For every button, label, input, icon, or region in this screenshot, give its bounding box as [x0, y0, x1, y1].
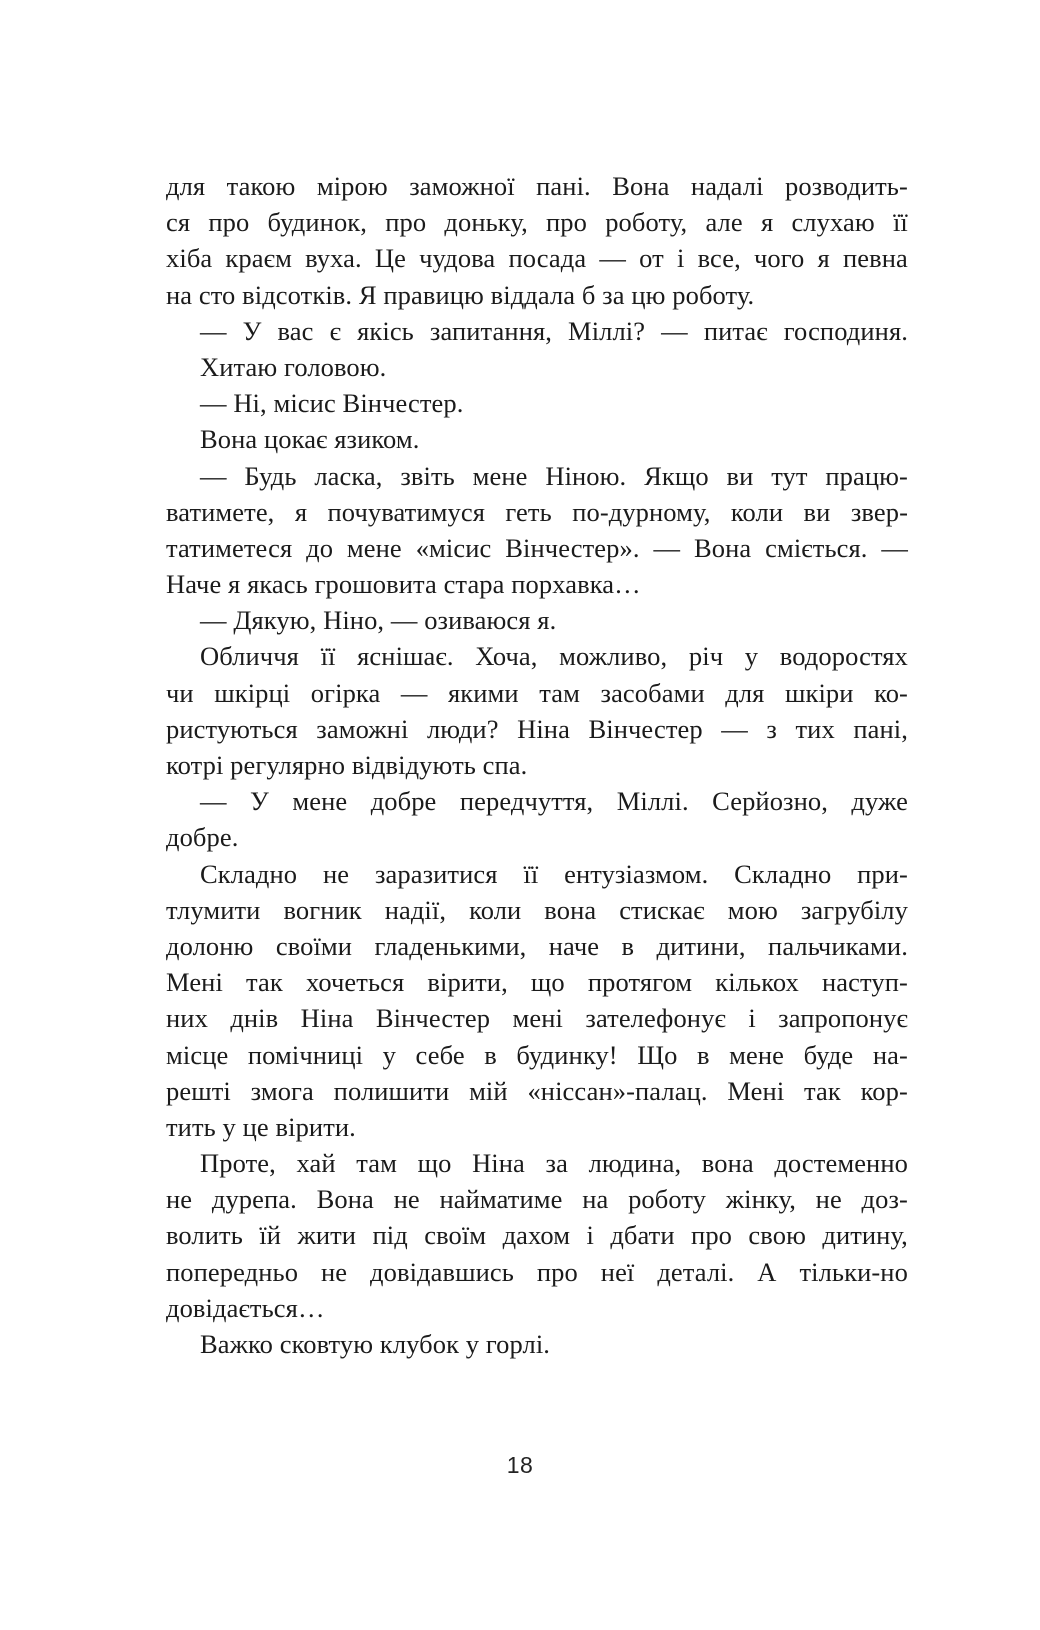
text-word: передчуття, [459, 786, 594, 817]
text-word: свою [748, 1220, 806, 1251]
text-line [166, 711, 908, 747]
text-word: чого [753, 243, 805, 274]
text-word: Серйозно, [712, 786, 828, 817]
text-word: дуже [851, 786, 908, 817]
text-word: мене [729, 1039, 785, 1070]
text-word: Мені [727, 1075, 785, 1106]
text-line [166, 1073, 908, 1109]
text-line [166, 1326, 908, 1362]
text-word: що [417, 1148, 452, 1179]
text-word: — Ні, місис Вінчестер. [200, 388, 464, 419]
text-word: ви [726, 460, 754, 491]
text-word: днів [230, 1003, 279, 1034]
text-line [166, 1109, 908, 1145]
text-word: зателефонує [585, 1003, 726, 1034]
text-word: них [166, 1003, 208, 1034]
text-word: по-дурному, [572, 496, 711, 527]
text-word: місце [166, 1039, 229, 1070]
text-word: про [208, 207, 250, 238]
text-word: Ніна [300, 1003, 354, 1034]
text-word: посада [508, 243, 587, 274]
text-word: У [242, 315, 262, 346]
text-line [166, 313, 908, 349]
text-word: так [804, 1075, 841, 1106]
text-word: Вінчестер [588, 713, 703, 744]
text-word: загрубілу [800, 894, 908, 925]
text-word: там [356, 1148, 397, 1179]
text-line [166, 421, 908, 457]
text-word: пані. [536, 171, 591, 201]
text-word: на сто відсотків. Я правицю віддала б за цю роботу. [166, 279, 755, 310]
text-line [166, 747, 908, 783]
text-word: ватимете, [166, 496, 275, 527]
text-word: заможні [316, 713, 409, 744]
text-word: я [760, 207, 774, 238]
text-word: і [586, 1220, 594, 1251]
text-word: тлумити [166, 894, 261, 925]
text-word: змога [250, 1075, 314, 1106]
text-word: У [250, 786, 269, 817]
text-line [166, 602, 908, 638]
text-word: чудова [419, 243, 496, 274]
text-word: довідається… [166, 1292, 325, 1323]
text-line [166, 458, 908, 494]
text-word: заможної [409, 171, 515, 201]
text-word: при- [857, 858, 908, 889]
text-word: Міллі. [616, 786, 689, 817]
text-word: деталі. [657, 1256, 735, 1287]
text-word: коли [469, 894, 522, 925]
text-word: своїми [275, 930, 353, 961]
text-word: Складно [200, 858, 298, 889]
text-word: — [200, 315, 227, 346]
text-word: у [744, 641, 759, 672]
text-word: її [523, 858, 539, 889]
text-word: А [757, 1256, 777, 1287]
text-word: я [294, 496, 308, 527]
text-line [166, 1037, 908, 1073]
text-word: певна [842, 243, 908, 274]
text-word: от [639, 243, 664, 274]
text-word: шкіри [784, 677, 854, 708]
text-word: Це [374, 243, 406, 274]
text-word: Вона [693, 532, 752, 563]
text-word: кількох [715, 967, 799, 998]
text-word: в [696, 1039, 710, 1070]
text-word: жити [297, 1220, 357, 1251]
text-word: ласка, [314, 460, 383, 491]
text-word: їй [259, 1220, 282, 1251]
text-word: роботу [628, 1184, 707, 1215]
text-word: є [329, 315, 342, 346]
text-word: Будь [244, 460, 297, 491]
text-word: Вона [316, 1184, 374, 1215]
text-word: хіба [166, 243, 213, 274]
text-word: добре [370, 786, 437, 817]
text-word: питає [703, 315, 768, 346]
text-word: Мені [166, 967, 223, 998]
text-word: в [484, 1039, 497, 1070]
text-word: під [372, 1220, 408, 1251]
text-line [166, 494, 908, 530]
text-word: почуватимуся [327, 496, 486, 527]
text-line [166, 856, 908, 892]
text-word: найматиме [439, 1184, 563, 1215]
text-word: запитання, [429, 315, 552, 346]
text-word: її [320, 641, 336, 672]
text-word: мій [469, 1075, 508, 1106]
text-word: неї [600, 1256, 635, 1287]
text-word: дурепа. [211, 1184, 297, 1215]
text-word: засобами [600, 677, 705, 708]
text-line [166, 168, 908, 204]
text-word: не [322, 858, 350, 889]
text-word: — [661, 315, 688, 346]
text-word: але [705, 207, 743, 238]
text-word: слухаю [791, 207, 875, 238]
text-word: ви [803, 496, 831, 527]
text-word: Що [637, 1039, 678, 1070]
text-line [166, 675, 908, 711]
text-word: чи [166, 677, 194, 708]
text-word: в [621, 930, 635, 961]
page-body-text [166, 168, 908, 1362]
text-word: Наче я якась грошовита стара порхавка… [166, 569, 641, 600]
text-line [166, 277, 908, 313]
text-word: вона [701, 1148, 754, 1179]
text-word: заразитися [374, 858, 498, 889]
text-word: хай [296, 1148, 336, 1179]
text-word: полишити [333, 1075, 450, 1106]
text-word: решті [166, 1075, 231, 1106]
text-line [166, 1000, 908, 1036]
text-word: для [166, 171, 206, 201]
text-word: на [582, 1184, 609, 1215]
text-word: Вінчестер [375, 1003, 491, 1034]
text-word: тільки-но [799, 1256, 908, 1287]
text-word: такою [226, 171, 296, 201]
text-word: її [892, 207, 908, 238]
text-word: краєм [225, 243, 292, 274]
text-word: долоню [166, 930, 254, 961]
text-word: працю- [825, 460, 908, 491]
text-word: — [400, 677, 428, 708]
text-word: Вінчестер». [505, 532, 640, 563]
text-line [166, 783, 908, 819]
text-line [166, 566, 908, 602]
page-number: 18 [506, 1452, 534, 1478]
text-line [166, 1217, 908, 1253]
text-word: не [815, 1184, 842, 1215]
text-word: помічниці [247, 1039, 364, 1070]
text-word: вірити, [427, 967, 508, 998]
text-word: огірка [310, 677, 381, 708]
text-word: яснішає. [357, 641, 454, 672]
text-word: на- [872, 1039, 908, 1070]
text-word: пані, [853, 713, 908, 744]
text-word: так [246, 967, 283, 998]
text-word: не [320, 1256, 348, 1287]
text-word: мою [727, 894, 778, 925]
text-word: ко- [874, 677, 908, 708]
text-word: господиня. [783, 315, 908, 346]
text-word: і [748, 1003, 756, 1034]
text-line [166, 385, 908, 421]
text-word: — Дякую, Ніно, — озиваюся я. [200, 605, 557, 636]
text-word: дбати [610, 1220, 675, 1251]
text-word: Обличчя [200, 641, 299, 672]
text-word: Складно [734, 858, 832, 889]
text-word: коли [730, 496, 784, 527]
text-word: шкірці [214, 677, 291, 708]
text-word: тить у це вірити. [166, 1111, 356, 1142]
text-word: волить [166, 1220, 243, 1251]
text-word: жінку, [725, 1184, 796, 1215]
text-word: Хитаю головою. [200, 351, 387, 382]
text-word: ристуються [166, 713, 298, 744]
text-word: стискає [619, 894, 705, 925]
text-word: татиметеся [166, 532, 293, 563]
text-word: надії, [384, 894, 447, 925]
text-word: Ніна [517, 713, 570, 744]
text-word: за [545, 1148, 568, 1179]
text-word: добре. [166, 822, 239, 853]
text-word: — [200, 460, 227, 491]
text-word: вогник [283, 894, 362, 925]
text-word: можливо, [559, 641, 668, 672]
text-word: Ніна [472, 1148, 525, 1179]
text-word: мені [512, 1003, 563, 1034]
text-word: якісь [357, 315, 414, 346]
text-word: що [530, 967, 565, 998]
text-word: запропонує [778, 1003, 908, 1034]
text-line [166, 928, 908, 964]
text-word: наче [548, 930, 600, 961]
text-word: ентузіазмом. [564, 858, 709, 889]
text-word: дитину, [822, 1220, 908, 1251]
text-word: дахом [502, 1220, 571, 1251]
text-word: якими [448, 677, 519, 708]
text-word: розводить- [784, 171, 908, 201]
text-word: сміється. [765, 532, 868, 563]
text-word: вуха. [305, 243, 362, 274]
text-word: себе [415, 1039, 465, 1070]
text-word: я [817, 243, 830, 274]
text-word: Вона цокає язиком. [200, 424, 420, 455]
text-word: і [676, 243, 685, 274]
text-word: «місис [415, 532, 492, 563]
text-word: для [725, 677, 765, 708]
text-word: ся [166, 207, 191, 238]
text-line [166, 530, 908, 566]
text-line [166, 240, 908, 276]
text-word: надалі [690, 171, 764, 201]
text-word: про [546, 207, 587, 238]
text-word: своїм [424, 1220, 487, 1251]
text-word: буде [803, 1039, 854, 1070]
text-word: з [766, 713, 777, 744]
text-line [166, 1145, 908, 1181]
text-word: все, [697, 243, 741, 274]
text-word: геть [505, 496, 552, 527]
text-word: доз- [861, 1184, 908, 1215]
text-word: Хоча, [475, 641, 538, 672]
text-word: річ [688, 641, 724, 672]
text-line [166, 819, 908, 855]
text-word: хочеться [305, 967, 405, 998]
text-word: протягом [587, 967, 693, 998]
text-word: про [385, 207, 427, 238]
text-word: наступ- [822, 967, 908, 998]
text-word: до [306, 532, 334, 563]
text-word: мене [292, 786, 348, 817]
text-line [166, 1290, 908, 1326]
text-word: вона [544, 894, 597, 925]
text-word: достеменно [774, 1148, 908, 1179]
text-word: — [200, 786, 227, 817]
text-line [166, 964, 908, 1000]
text-word: дитини, [656, 930, 746, 961]
text-word: Важко сковтую клубок у горлі. [200, 1329, 551, 1359]
text-word: будинку! [516, 1039, 618, 1070]
text-word: Вона [612, 171, 670, 201]
text-word: — [599, 243, 626, 274]
text-word: звер- [850, 496, 908, 527]
text-word: люди? [426, 713, 499, 744]
text-word: людина, [588, 1148, 682, 1179]
text-word: там [539, 677, 580, 708]
text-word: попередньо [166, 1256, 299, 1287]
text-word: мірою [316, 171, 388, 201]
text-word: вас [277, 315, 314, 346]
text-word: звіть [400, 460, 455, 491]
text-word: про [691, 1220, 733, 1251]
text-word: — [653, 532, 681, 563]
text-line [166, 349, 908, 385]
text-word: гладенькими, [374, 930, 527, 961]
text-word: водоростях [779, 641, 908, 672]
text-word: мене [346, 532, 402, 563]
text-word: тих [795, 713, 835, 744]
text-word: «ніссан»-палац. [527, 1075, 708, 1106]
text-word: у [382, 1039, 396, 1070]
text-line [166, 638, 908, 674]
text-word: Міллі? [568, 315, 646, 346]
text-word: довідавшись [370, 1256, 514, 1287]
text-word: роботу, [605, 207, 688, 238]
text-word: Якщо [644, 460, 709, 491]
text-word: пальчиками. [768, 930, 908, 961]
text-word: мене [472, 460, 528, 491]
text-word: будинок, [267, 207, 367, 238]
text-word: Ніною. [545, 460, 627, 491]
text-line [166, 1181, 908, 1217]
text-word: Проте, [200, 1148, 276, 1179]
text-word: — [721, 713, 748, 744]
text-word: тут [771, 460, 808, 491]
text-line [166, 204, 908, 240]
text-word: доньку, [444, 207, 528, 238]
text-word: кор- [860, 1075, 908, 1106]
text-word: не [166, 1184, 193, 1215]
text-word: котрі регулярно відвідують спа. [166, 750, 528, 780]
text-word: не [393, 1184, 420, 1215]
text-word: — [881, 532, 908, 563]
text-line [166, 1254, 908, 1290]
text-line [166, 892, 908, 928]
text-word: про [536, 1256, 578, 1287]
